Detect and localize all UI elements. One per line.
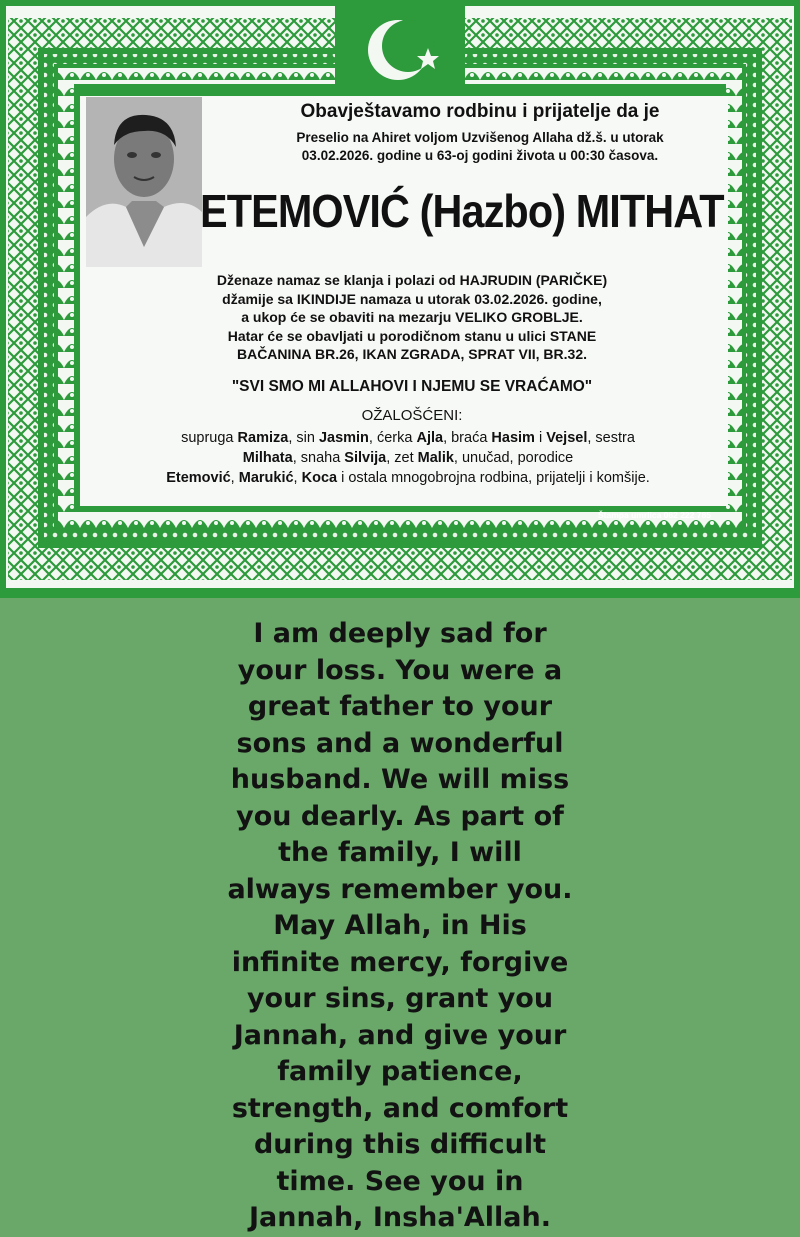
mourner-name: Silvija [344,450,387,466]
mourner-text: , sin [288,430,319,446]
details-line: Hatar će se obavljati u porodičnom stanu u ulici STANE [227,327,597,344]
mourner-text: , [230,470,239,486]
story-message: I am deeply sad for your loss. You were a great father to your sons and a wonderful husband. We will miss you dearly. As part of the family, I will always remember you. May Allah, in His infinite mercy, forgive your sins, grant you Jannah, and give your family patience, strength, and comfort during this difficult time. See you in Jannah, Insha'Allah. [227,618,573,1233]
deceased-name: ETEMOVIĆ (Hazbo) MITHAT [200,185,724,237]
mourner-name: Hasim [491,430,535,446]
mourner-text: supruga [181,430,238,446]
details-line: BAČANINA BR.26, IKAN ZGRADA, SPRAT VII, BR.32. [236,346,588,362]
mourner-name: Malik [417,450,454,466]
notice-subline [210,129,750,165]
notice-subline-2: 03.02.2026. godine u 63-oj godini života u 00:30 časova. [301,148,659,163]
printer-credit: Štampa umrlica 062 222 785 [598,510,711,520]
mourner-name: Etemović [166,470,231,486]
mourner-text: , [293,470,302,486]
mourner-name: Koca [301,470,338,486]
mourner-text: , snaha [292,450,345,466]
mourner-name: Milhata [242,450,293,466]
mourner-text: , braća [443,430,492,446]
mourner-name: Vejsel [546,430,588,446]
notice-subline-1: Preselio na Ahiret voljom Uzvišenog Allaha dž.š. u utorak [296,130,664,145]
crescent-star-icon [360,10,450,90]
quote: "SVI SMO MI ALLAHOVI I NJEMU SE VRAĆAMO" [231,378,593,395]
details-line: Dženaze namaz se klanja i polazi od HAJRUDIN (PARIČKE) [216,272,608,288]
mourner-text: , ćerka [368,430,417,446]
mourners-label: OŽALOŠĆENI: [361,407,463,424]
details-line: a ukop će se obaviti na mezarju VELIKO GROBLJE. [241,309,583,325]
mourner-text: i [534,430,547,446]
mourners-list [78,428,738,488]
notice-headline: Obavještavamo rodbinu i prijatelje da je [300,101,660,122]
funeral-details [82,271,742,364]
mourner-text: , unučad, porodice [453,450,574,466]
obituary-image [0,0,800,598]
mourner-text: , sestra [587,430,635,446]
mourner-text: , zet [386,450,418,466]
mourner-text: i ostala mnogobrojna rodbina, prijatelji i komšije. [337,470,650,486]
mourner-name: Ramiza [237,430,289,446]
mourner-name: Ajla [416,430,444,446]
details-line: džamije sa IKINDIJE namaza u utorak 03.02.2026. godine, [222,290,602,307]
portrait-photo [86,97,202,267]
mourner-name: Marukić [238,470,294,486]
mourner-name: Jasmin [318,430,369,446]
